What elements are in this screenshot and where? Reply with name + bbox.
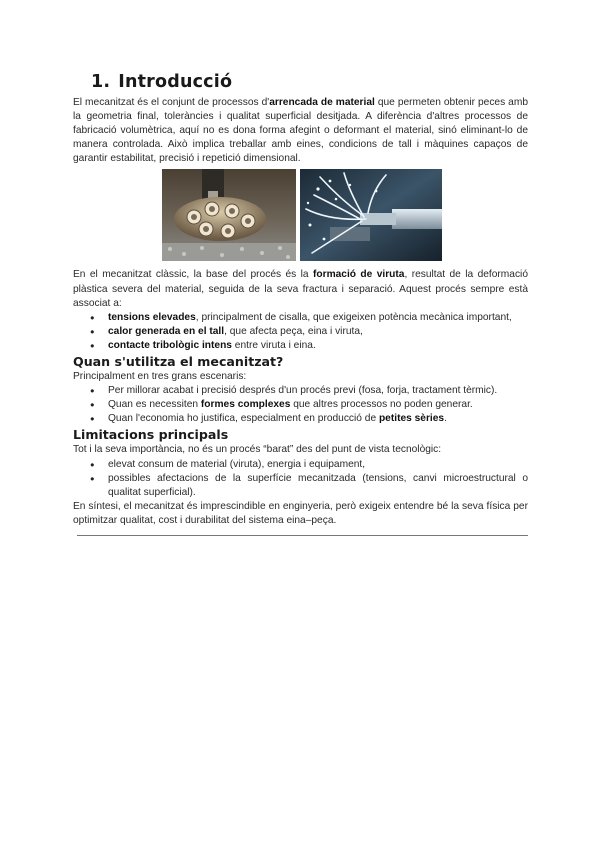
list-item: ● Quan l'economia ho justifica, especialment en producció de petites sèries. xyxy=(108,412,528,426)
horizontal-rule xyxy=(77,535,528,536)
cnc-turning-photo xyxy=(300,169,442,261)
list-item: ● Quan es necessiten formes complexes que altres processos no poden generar. xyxy=(108,398,528,412)
limits-lead: Tot i la seva importància, no és un procés “barat” des del punt de vista tecnològic: xyxy=(73,444,442,456)
list-item: ● tensions elevades, principalment de cisalla, que exigeixen potència mecànica important, xyxy=(108,311,528,325)
page-title xyxy=(91,72,528,92)
usage-heading: Quan s'utilitza el mecanitzat? xyxy=(73,354,284,370)
limits-heading: Limitacions principals xyxy=(73,427,229,443)
intro-bold-term: arrencada de material xyxy=(269,97,375,108)
classic-bold-term: formació de viruta xyxy=(313,269,405,281)
list-item: ● calor generada en el tall, que afecta peça, eina i viruta, xyxy=(108,325,528,339)
usage-list xyxy=(73,384,528,426)
classic-paragraph: En el mecanitzat clàssic, la base del procés és la formació de viruta, resultat de la deformació plàstica severa del material, seguida de la seva fractura i separació. Aquest procés sempre està associat a: xyxy=(73,269,528,309)
intro-paragraph: El mecanitzat és el conjunt de processos d'arrencada de material que permeten obtenir peces amb la geometria final, toleràncies i qualitat superficial desitjada. A diferència d'altres processos de fabricació volumètrica, aquí no es dona forma afegint o deformant el material, sinó eliminant-lo de manera controlada. Això implica treballar amb eines, condicions de tall i màquines capaços de garantir estabilitat, precisió i repetició dimensional. xyxy=(73,97,528,165)
list-item: ● elevat consum de material (viruta), energia i equipament, xyxy=(108,458,528,472)
section-number: 1. xyxy=(91,72,111,92)
document-page xyxy=(73,72,528,536)
classic-list xyxy=(73,311,528,353)
section-title: Introducció xyxy=(118,72,233,92)
list-item: ● possibles afectacions de la superfície mecanitzada (tensions, canvi microestructural o qualitat superficial). xyxy=(108,472,528,500)
list-item: ● Per millorar acabat i precisió després d'un procés previ (fosa, forja, tractament tèrmic). xyxy=(108,384,528,398)
milling-parts-photo xyxy=(162,169,296,261)
limits-list xyxy=(73,458,528,500)
list-item: ● contacte tribològic intens entre viruta i eina. xyxy=(108,339,528,353)
usage-lead: Principalment en tres grans escenaris: xyxy=(73,371,247,383)
figure-row xyxy=(73,169,528,261)
summary-paragraph: En síntesi, el mecanitzat és imprescindible en enginyeria, però exigeix entendre bé la seva física per optimitzar qualitat, cost i durabilitat del sistema eina–peça. xyxy=(73,500,528,526)
